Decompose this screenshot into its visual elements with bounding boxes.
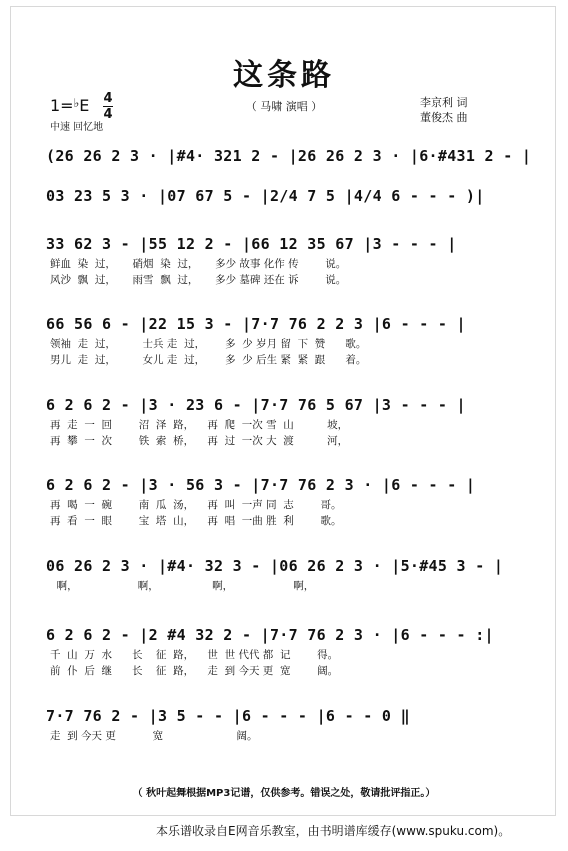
lyric-row — [50, 745, 520, 760]
lyric-row: 再 看 一 眼 宝 塔 山， 再 唱 一曲 胜 利 歌。 — [50, 515, 342, 527]
lyric-row: 风沙 飘 过， 雨雪 飘 过， 多少 墓碑 还在 诉 说。 — [50, 274, 347, 286]
note-row: 6 2 6 2 - |2 #4 32 2 - |7·7 76 2 3 · |6 - - - :| — [46, 626, 494, 644]
note-row: 6 2 6 2 - |3 · 56 3 - |7·7 76 2 3 · |6 - - - | — [46, 476, 476, 494]
key-note: E — [79, 96, 90, 115]
time-bottom: 4 — [103, 107, 113, 122]
song-title: 这条路 — [233, 58, 335, 93]
lyric-row: 再 走 一 回 沼 泽 路， 再 爬 一次 雪 山 坡， — [50, 419, 349, 431]
lyric-row: 走 到 今天 更 宽 阔。 — [50, 730, 258, 742]
note-row: (26 26 2 3 · |#4· 321 2 - |26 26 2 3 · |6·#431 2 - | — [46, 147, 532, 165]
note-row: 7·7 76 2 - |3 5 - - |6 - - - |6 - - 0 ‖ — [46, 707, 410, 725]
note-row: 33 62 3 - |55 12 2 - |66 12 35 67 |3 - - - | — [46, 235, 457, 253]
lyric-row — [50, 209, 520, 224]
time-top: 4 — [103, 91, 113, 106]
composer-credit: 董俊杰 曲 — [420, 111, 468, 124]
lyric-row: 鲜血 染 过， 硝烟 染 过， 多少 故事 化作 传 说。 — [50, 258, 347, 270]
source-notice: 本乐谱收录自E网音乐教室，由书明谱库缓存(www.spuku.com)。 — [156, 824, 511, 838]
lyricist-credit: 李京利 词 — [420, 96, 468, 109]
lyric-row — [50, 595, 520, 610]
lyric-row: 前 仆 后 继 长 征 路， 走 到 今天 更 宽 阔。 — [50, 665, 339, 677]
note-row: 6 2 6 2 - |3 · 23 6 - |7·7 76 5 67 |3 - - - | — [46, 396, 466, 414]
lyric-row: 男儿 走 过， 女儿 走 过， 多 少 后生 紧 紧 跟 着。 — [50, 354, 367, 366]
footnote: （ 秋叶起舞根据MP3记谱，仅供参考。错误之处，敬请批评指正。） — [132, 788, 436, 799]
lyric-row: 千 山 万 水 长 征 路， 世 世 代代 都 记 得。 — [50, 649, 339, 661]
lyric-row: 领袖 走 过， 士兵 走 过， 多 少 岁月 留 下 赞 歌。 — [50, 338, 367, 350]
lyric-row: 再 喝 一 碗 南 瓜 汤， 再 叫 一声 同 志 哥。 — [50, 499, 342, 511]
tempo-marking: 中速 回忆地 — [50, 122, 104, 133]
lyric-row — [50, 169, 520, 184]
note-row: 66 56 6 - |22 15 3 - |7·7 76 2 2 3 |6 - - - | — [46, 315, 466, 333]
note-row: 06 26 2 3 · |#4· 32 3 - |06 26 2 3 · |5·#45 3 - | — [46, 557, 504, 575]
key-prefix: 1= — [50, 96, 74, 115]
lyric-row: 再 攀 一 次 铁 索 桥， 再 过 一次 大 渡 河， — [50, 435, 349, 447]
lyric-row: 啊， 啊， 啊， 啊， — [50, 580, 315, 592]
flat-symbol: ♭ — [73, 96, 80, 110]
singer-credit: （ 马啸 演唱 ） — [245, 100, 323, 113]
note-row: 03 23 5 3 · |07 67 5 - |2/4 7 5 |4/4 6 - - - )| — [46, 187, 485, 205]
